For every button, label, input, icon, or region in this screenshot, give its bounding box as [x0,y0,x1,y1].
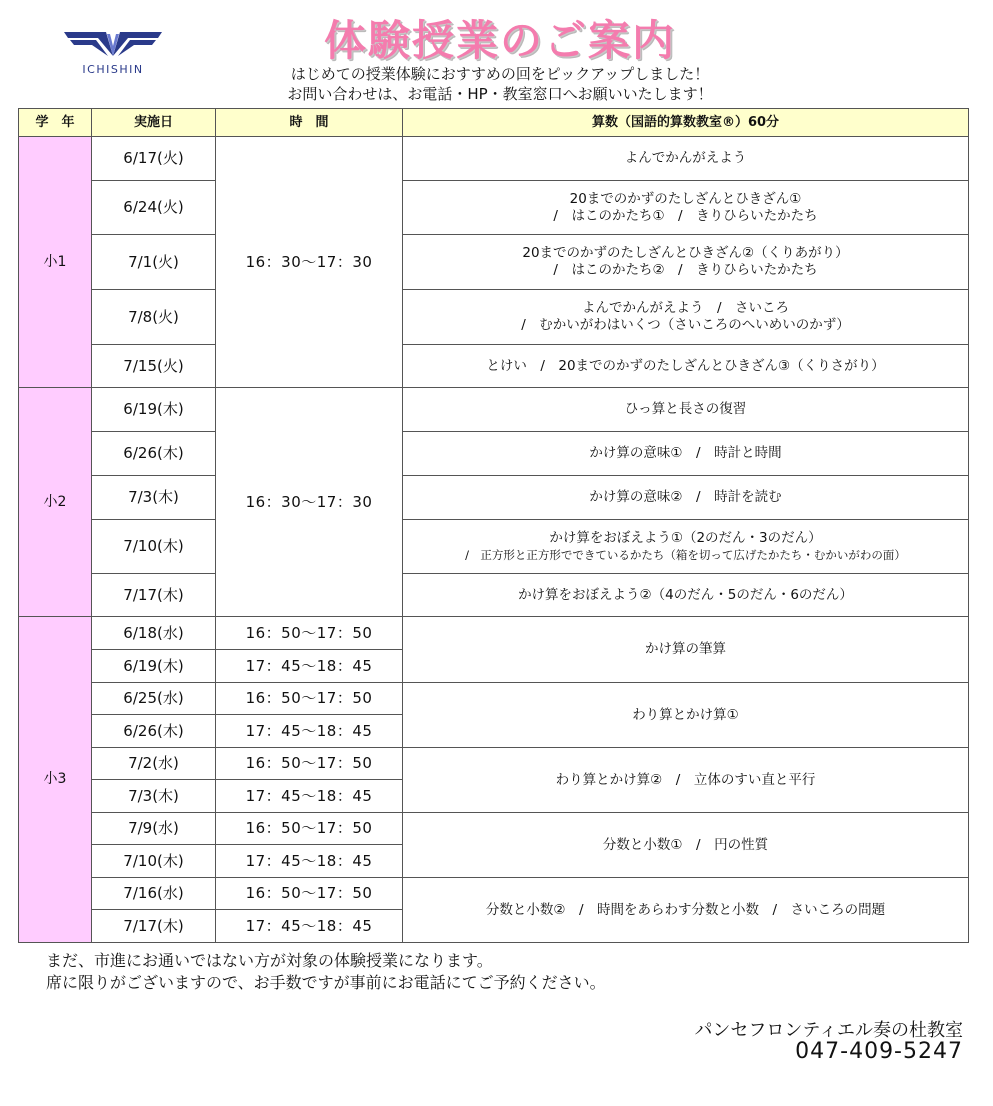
time-cell: 16：50〜17：50 [216,813,403,845]
time-cell: 16：30〜17：30 [216,137,403,388]
date-cell: 6/25(水) [92,683,216,715]
content-cell [403,181,969,235]
content-cell [403,290,969,345]
time-cell: 17：45〜18：45 [216,845,403,878]
table-row [19,683,969,715]
content-cell [403,574,969,617]
table-row [19,574,969,617]
content-line: / はこのかたち② / きりひらいたかたち [553,262,818,278]
date-cell: 6/26(木) [92,715,216,748]
content-cell [403,432,969,476]
schedule-table [18,108,969,943]
table-row [19,520,969,574]
table-row [19,345,969,388]
content-cell [403,235,969,290]
date-cell: 7/17(木) [92,910,216,943]
date-cell: 7/3(木) [92,476,216,520]
date-cell: 6/24(火) [92,181,216,235]
time-cell: 16：50〜17：50 [216,683,403,715]
page-title: 体験授業のご案内 [323,16,676,65]
table-row [19,432,969,476]
ichishin-logo [58,26,168,82]
content-line: かけ算の意味① / 時計と時間 [589,445,782,461]
table-row [19,813,969,845]
time-cell: 17：45〜18：45 [216,715,403,748]
content-cell [403,520,969,574]
date-cell: 6/17(火) [92,137,216,181]
content-cell [403,137,969,181]
content-cell: わり算とかけ算① [403,683,969,748]
phone-number: 047-409-5247 [795,1039,963,1064]
table-row [19,617,969,650]
content-line-small: / 正方形と正方形でできているかたち（箱を切って広げたかたち・むかいがわの面） [465,547,906,562]
date-cell: 7/3(木) [92,780,216,813]
table-row [19,290,969,345]
date-cell: 7/16(水) [92,878,216,910]
content-cell [403,345,969,388]
table-row [19,235,969,290]
time-cell: 17：45〜18：45 [216,780,403,813]
content-cell: かけ算の筆算 [403,617,969,683]
grade-cell: 小1 [19,137,92,388]
content-cell [403,388,969,432]
table-row [19,137,969,181]
content-cell: わり算とかけ算② / 立体のすい直と平行 [403,748,969,813]
time-cell: 16：30〜17：30 [216,388,403,617]
date-cell: 7/8(火) [92,290,216,345]
content-cell: 分数と小数① / 円の性質 [403,813,969,878]
date-cell: 7/17(木) [92,574,216,617]
table-row [19,476,969,520]
content-cell [403,476,969,520]
content-line: よんでかんがえよう [624,150,747,166]
date-cell: 7/2(水) [92,748,216,780]
content-cell: 分数と小数② / 時間をあらわす分数と小数 / さいころの問題 [403,878,969,943]
subtitle-line-2: お問い合わせは、お電話・HP・教室窓口へお願いいたします！ [287,85,713,103]
header-date: 実施日 [92,109,216,137]
footer-note-2: 席に限りがございますので、お手数ですが事前にお電話にてご予約ください。 [46,973,606,992]
table-row [19,878,969,910]
grade-cell: 小3 [19,617,92,943]
wing-logo-icon [58,26,168,64]
table-header-row [19,109,969,137]
header-time: 時 間 [216,109,403,137]
time-cell: 17：45〜18：45 [216,910,403,943]
logo-text: ICHISHIN [82,63,144,76]
content-line: ひっ算と長さの復習 [624,401,747,417]
content-line: / はこのかたち① / きりひらいたかたち [553,207,818,224]
table-row [19,388,969,432]
date-cell: 7/9(水) [92,813,216,845]
grade-cell: 小2 [19,388,92,617]
date-cell: 6/19(木) [92,650,216,683]
header-content: 算数（国語的算数教室®）60分 [403,109,969,137]
date-cell: 7/15(火) [92,345,216,388]
content-line: よんでかんがえよう / さいころ [581,300,790,316]
date-cell: 6/18(水) [92,617,216,650]
time-cell: 17：45〜18：45 [216,650,403,683]
time-cell: 16：50〜17：50 [216,878,403,910]
time-cell: 16：50〜17：50 [216,748,403,780]
date-cell: 6/26(木) [92,432,216,476]
school-name: パンセフロンティエル奏の杜教室 [694,1020,963,1041]
content-line: 20までのかずのたしざんとひきざん① [569,190,802,207]
content-line: / むかいがわはいくつ（さいころのへいめいのかず） [521,317,850,333]
date-cell: 6/19(木) [92,388,216,432]
content-line: かけ算をおぼえよう①（2のだん・3のだん） [549,529,822,546]
table-row [19,748,969,780]
date-cell: 7/1(火) [92,235,216,290]
content-line: 20までのかずのたしざんとひきざん②（くりあがり） [522,245,849,261]
subtitle-line-1: はじめての授業体験におすすめの回をピックアップしました！ [290,65,710,83]
header-grade: 学 年 [19,109,92,137]
content-line: かけ算をおぼえよう②（4のだん・5のだん・6のだん） [518,586,853,603]
date-cell: 7/10(木) [92,520,216,574]
date-cell: 7/10(木) [92,845,216,878]
table-row [19,181,969,235]
content-line: かけ算の意味② / 時計を読む [589,489,782,505]
content-line: とけい / 20までのかずのたしざんとひきざん③（くりさがり） [486,357,885,374]
footer-note-1: まだ、市進にお通いではない方が対象の体験授業になります。 [46,951,493,970]
time-cell: 16：50〜17：50 [216,617,403,650]
